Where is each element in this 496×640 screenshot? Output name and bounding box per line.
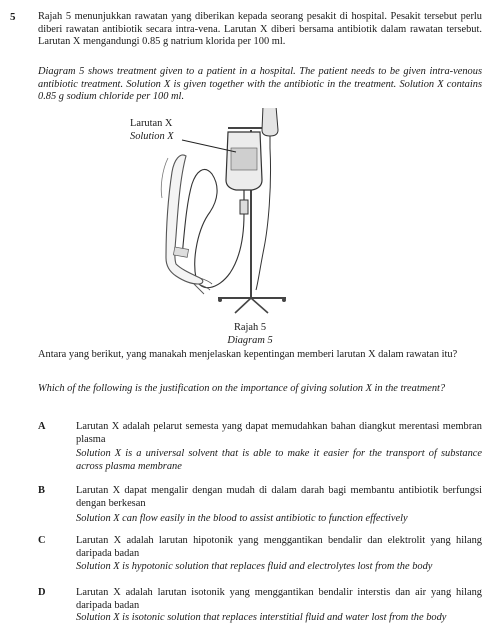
question-stem-malay: Rajah 5 menunjukkan rawatan yang diberikan kepada seorang pesakit di hospital. Pesakit tersebut perlu diberi rawatan antibiotik secara intra-vena. Larutan X diberi bersama antibiotik dalam rawatan tersebut. Larutan X mengandungi 0.85 g natrium klorida per 100 ml.	[38, 11, 482, 48]
iv-drip-diagram	[100, 108, 400, 338]
question-prompt-english: Which of the following is the justification on the importance of giving solution X in the treatment?	[38, 383, 446, 394]
option-d-text-english: Solution X is isotonic solution that replaces interstitial fluid and water lost from the body	[76, 612, 447, 623]
question-stem-english: Diagram 5 shows treatment given to a patient in a hospital. The patient needs to be given intra-venous antibiotic treatment. Solution X is given together with the antibiotic in the treatment. Solution X contains 0.85 g sodium chloride per 100 ml.	[38, 66, 482, 103]
option-a-text-english: Solution X is a universal solvent that is able to make it easier for the transport of substance across plasma membrane	[76, 448, 482, 472]
option-a-letter[interactable]: A	[38, 421, 46, 432]
figure-caption-english: Diagram 5	[227, 335, 273, 346]
label-solution-x: Solution X	[130, 131, 174, 142]
option-c-text-malay: Larutan X adalah larutan hipotonik yang menggantikan bendalir dan elektrolit yang hilang daripada badan	[76, 535, 482, 559]
option-a-text-malay: Larutan X adalah pelarut semesta yang dapat memudahkan bahan diangkut merentasi membran plasma	[76, 421, 482, 445]
label-larutan-x: Larutan X	[130, 118, 173, 129]
question-number: 5	[10, 11, 16, 23]
option-b-text-malay: Larutan X dapat mengalir dengan mudah di dalam darah bagi membantu antibiotik berfungsi dengan berkesan	[76, 485, 482, 509]
figure-caption-malay: Rajah 5	[233, 322, 267, 333]
question-prompt-malay: Antara yang berikut, yang manakah menjelaskan kepentingan memberi larutan X dalam rawatan itu?	[38, 349, 458, 360]
option-b-letter[interactable]: B	[38, 485, 45, 496]
option-d-text-malay: Larutan X adalah larutan isotonik yang menggantikan bendalir interstis dan air yang hilang daripada badan	[76, 587, 482, 611]
option-c-letter[interactable]: C	[38, 535, 46, 546]
option-b-text-english: Solution X can flow easily in the blood to assist antibiotic to function effectively	[76, 513, 408, 524]
option-d-letter[interactable]: D	[38, 587, 46, 598]
option-c-text-english: Solution X is hypotonic solution that replaces fluid and electrolytes lost from the body	[76, 561, 433, 572]
